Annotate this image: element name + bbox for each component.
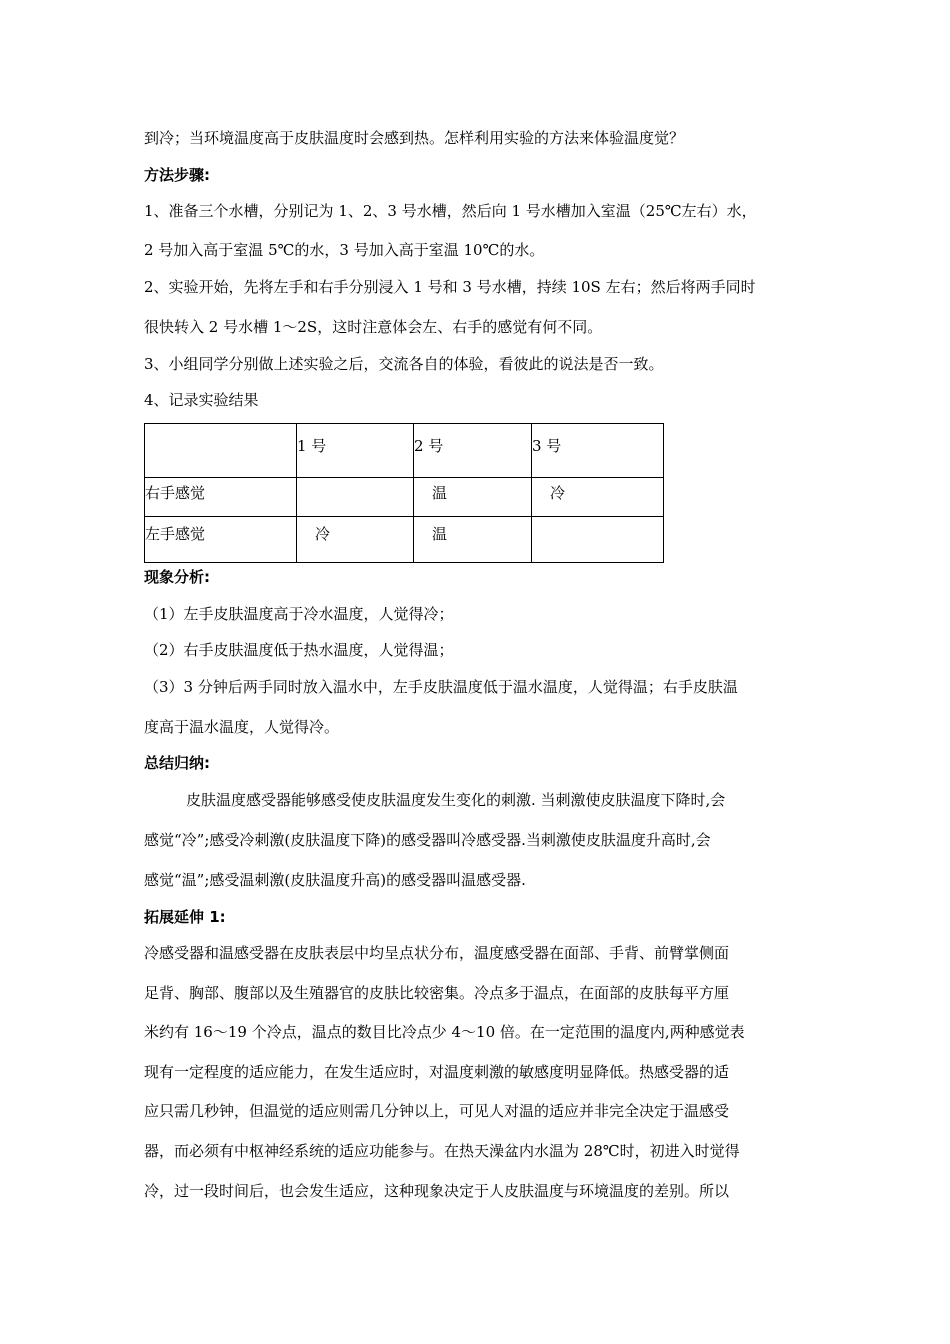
summary-line: 感觉“冷”;感受冷刺激(皮肤温度下降)的感受器叫冷感受器.当刺激使皮肤温度升高时,会 <box>144 831 711 849</box>
method-heading: 方法步骤: <box>144 166 210 184</box>
method-step-line: 1、准备三个水槽，分别记为 1、2、3 号水槽，然后向 1 号水槽加入室温（25℃左右）水， <box>144 202 757 220</box>
table-cell <box>532 517 664 563</box>
table-header-row <box>145 424 664 478</box>
analysis-line: （3）3 分钟后两手同时放入温水中，左手皮肤温度低于温水温度，人觉得温；右手皮肤温 <box>144 678 738 696</box>
table-header-cell: 3 号 <box>532 424 664 478</box>
extension-heading: 拓展延伸 1: <box>144 908 226 926</box>
intro-line: 到冷；当环境温度高于皮肤温度时会感到热。怎样利用实验的方法来体验温度觉？ <box>144 129 685 147</box>
method-step-line: 2 号加入高于室温 5℃的水，3 号加入高于室温 10℃的水。 <box>144 241 545 259</box>
table-cell: 冷 <box>297 517 414 563</box>
summary-line: 感觉“温”;感受温刺激(皮肤温度升高)的感受器叫温感受器. <box>144 871 526 889</box>
extension-line: 足背、胸部、腹部以及生殖器官的皮肤比较密集。冷点多于温点，在面部的皮肤每平方厘 <box>144 984 730 1002</box>
table-row <box>145 478 664 517</box>
method-step-line: 3、小组同学分别做上述实验之后，交流各自的体验，看彼此的说法是否一致。 <box>144 355 664 373</box>
method-step-line: 2、实验开始，先将左手和右手分别浸入 1 号和 3 号水槽，持续 10S 左右；然后将两手同时 <box>144 278 756 296</box>
summary-heading: 总结归纳: <box>144 754 210 772</box>
results-table <box>144 423 664 563</box>
extension-line: 冷感受器和温感受器在皮肤表层中均呈点状分布，温度感受器在面部、手背、前臂掌侧面 <box>144 944 730 962</box>
table-cell: 温 <box>414 478 532 517</box>
extension-line: 冷，过一段时间后，也会发生适应，这种现象决定于人皮肤温度与环境温度的差别。所以 <box>144 1182 730 1200</box>
table-cell <box>145 424 297 478</box>
method-step-line: 4、记录实验结果 <box>144 391 259 409</box>
table-cell: 温 <box>414 517 532 563</box>
extension-line: 应只需几秒钟，但温觉的适应则需几分钟以上，可见人对温的适应并非完全决定于温感受 <box>144 1102 730 1120</box>
analysis-heading: 现象分析: <box>144 568 210 586</box>
table-cell <box>297 478 414 517</box>
method-step-line: 很快转入 2 号水槽 1～2S，这时注意体会左、右手的感觉有何不同。 <box>144 318 603 336</box>
analysis-line: 度高于温水温度，人觉得冷。 <box>144 718 340 736</box>
extension-line: 米约有 16～19 个冷点，温点的数目比冷点少 4～10 倍。在一定范围的温度内,两种感觉表 <box>144 1023 745 1041</box>
summary-line: 皮肤温度感受器能够感受使皮肤温度发生变化的刺激. 当刺激使皮肤温度下降时,会 <box>186 791 726 809</box>
extension-line: 现有一定程度的适应能力，在发生适应时，对温度刺激的敏感度明显降低。热感受器的适 <box>144 1063 730 1081</box>
extension-line: 器，而必须有中枢神经系统的适应功能参与。在热天澡盆内水温为 28℃时，初进入时觉得 <box>144 1142 740 1160</box>
table-row <box>145 517 664 563</box>
analysis-line: （1）左手皮肤温度高于冷水温度，人觉得冷； <box>144 605 454 623</box>
table-row-label: 右手感觉 <box>145 478 297 517</box>
table-row-label: 左手感觉 <box>145 517 297 563</box>
analysis-line: （2）右手皮肤温度低于热水温度，人觉得温； <box>144 641 454 659</box>
table-header-cell: 2 号 <box>414 424 532 478</box>
table-header-cell: 1 号 <box>297 424 414 478</box>
table-cell: 冷 <box>532 478 664 517</box>
